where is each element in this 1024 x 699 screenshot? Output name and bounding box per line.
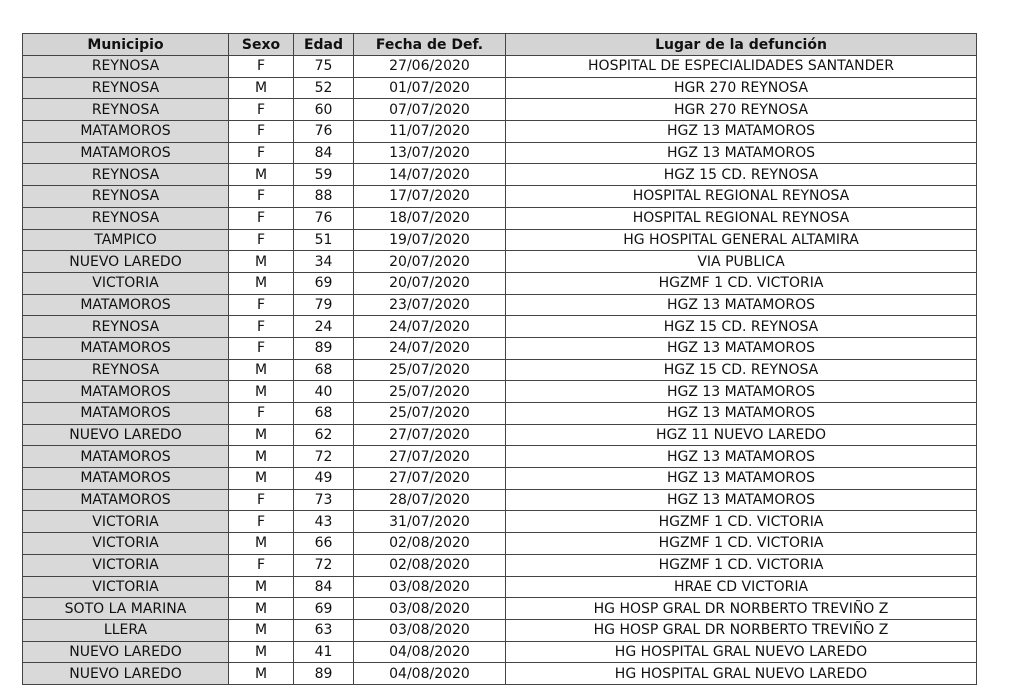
cell-sexo: F [229,207,294,229]
cell-fecha: 20/07/2020 [354,272,506,294]
cell-municipio: MATAMOROS [23,446,229,468]
cell-municipio: VICTORIA [23,533,229,555]
cell-edad: 79 [294,294,354,316]
cell-sexo: M [229,251,294,273]
cell-fecha: 25/07/2020 [354,403,506,425]
cell-lugar: HGZMF 1 CD. VICTORIA [506,511,977,533]
cell-fecha: 07/07/2020 [354,99,506,121]
cell-lugar: HGZ 13 MATAMOROS [506,294,977,316]
cell-lugar: HGR 270 REYNOSA [506,77,977,99]
cell-municipio: REYNOSA [23,56,229,78]
table-header-row [23,34,977,56]
deaths-table [22,33,977,685]
cell-sexo: M [229,641,294,663]
cell-lugar: HGZ 13 MATAMOROS [506,468,977,490]
cell-edad: 52 [294,77,354,99]
cell-lugar: HGZ 11 NUEVO LAREDO [506,424,977,446]
cell-fecha: 24/07/2020 [354,316,506,338]
table-row [23,554,977,576]
table-row [23,99,977,121]
cell-sexo: M [229,381,294,403]
cell-lugar: HOSPITAL REGIONAL REYNOSA [506,207,977,229]
table-row [23,641,977,663]
cell-municipio: MATAMOROS [23,403,229,425]
cell-fecha: 02/08/2020 [354,554,506,576]
cell-lugar: HGZMF 1 CD. VICTORIA [506,554,977,576]
cell-edad: 41 [294,641,354,663]
cell-fecha: 14/07/2020 [354,164,506,186]
table-row [23,294,977,316]
cell-lugar: VIA PUBLICA [506,251,977,273]
cell-municipio: REYNOSA [23,207,229,229]
cell-fecha: 18/07/2020 [354,207,506,229]
cell-municipio: TAMPICO [23,229,229,251]
cell-sexo: M [229,164,294,186]
cell-edad: 84 [294,576,354,598]
cell-sexo: F [229,229,294,251]
cell-edad: 88 [294,186,354,208]
cell-sexo: M [229,468,294,490]
cell-edad: 69 [294,272,354,294]
header-lugar: Lugar de la defunción [506,34,977,56]
cell-sexo: F [229,294,294,316]
cell-lugar: HGZ 13 MATAMOROS [506,489,977,511]
cell-edad: 62 [294,424,354,446]
cell-fecha: 03/08/2020 [354,576,506,598]
cell-fecha: 13/07/2020 [354,142,506,164]
cell-lugar: HGR 270 REYNOSA [506,99,977,121]
cell-fecha: 28/07/2020 [354,489,506,511]
cell-lugar: HGZ 13 MATAMOROS [506,142,977,164]
cell-edad: 40 [294,381,354,403]
cell-sexo: M [229,359,294,381]
cell-sexo: F [229,186,294,208]
header-fecha: Fecha de Def. [354,34,506,56]
cell-edad: 24 [294,316,354,338]
table-row [23,207,977,229]
cell-lugar: HOSPITAL REGIONAL REYNOSA [506,186,977,208]
cell-edad: 89 [294,337,354,359]
cell-edad: 43 [294,511,354,533]
table-row [23,468,977,490]
table-row [23,576,977,598]
cell-edad: 49 [294,468,354,490]
cell-fecha: 02/08/2020 [354,533,506,555]
table-row [23,489,977,511]
table-row [23,424,977,446]
cell-municipio: REYNOSA [23,316,229,338]
table-row [23,533,977,555]
cell-municipio: SOTO LA MARINA [23,598,229,620]
cell-municipio: LLERA [23,619,229,641]
cell-lugar: HGZMF 1 CD. VICTORIA [506,533,977,555]
cell-edad: 59 [294,164,354,186]
cell-fecha: 27/06/2020 [354,56,506,78]
cell-municipio: NUEVO LAREDO [23,424,229,446]
cell-fecha: 19/07/2020 [354,229,506,251]
cell-sexo: F [229,511,294,533]
cell-municipio: MATAMOROS [23,337,229,359]
cell-municipio: REYNOSA [23,186,229,208]
table-row [23,229,977,251]
cell-lugar: HRAE CD VICTORIA [506,576,977,598]
cell-municipio: NUEVO LAREDO [23,251,229,273]
cell-edad: 68 [294,403,354,425]
cell-lugar: HGZ 13 MATAMOROS [506,381,977,403]
table-row [23,511,977,533]
cell-edad: 60 [294,99,354,121]
table-row [23,337,977,359]
cell-lugar: HGZ 15 CD. REYNOSA [506,164,977,186]
cell-fecha: 01/07/2020 [354,77,506,99]
cell-edad: 51 [294,229,354,251]
cell-municipio: MATAMOROS [23,142,229,164]
cell-fecha: 27/07/2020 [354,424,506,446]
cell-sexo: M [229,619,294,641]
cell-edad: 75 [294,56,354,78]
cell-fecha: 11/07/2020 [354,121,506,143]
cell-sexo: F [229,489,294,511]
cell-sexo: F [229,56,294,78]
cell-sexo: F [229,99,294,121]
cell-fecha: 04/08/2020 [354,663,506,685]
table-row [23,598,977,620]
table-row [23,77,977,99]
table-row [23,381,977,403]
table-row [23,121,977,143]
cell-lugar: HGZ 13 MATAMOROS [506,403,977,425]
cell-lugar: HG HOSPITAL GRAL NUEVO LAREDO [506,641,977,663]
cell-lugar: HGZMF 1 CD. VICTORIA [506,272,977,294]
cell-municipio: REYNOSA [23,164,229,186]
cell-lugar: HGZ 15 CD. REYNOSA [506,359,977,381]
cell-sexo: M [229,533,294,555]
cell-fecha: 31/07/2020 [354,511,506,533]
cell-sexo: M [229,663,294,685]
table-row [23,56,977,78]
table-row [23,272,977,294]
cell-municipio: NUEVO LAREDO [23,663,229,685]
cell-edad: 69 [294,598,354,620]
cell-municipio: REYNOSA [23,99,229,121]
cell-fecha: 17/07/2020 [354,186,506,208]
cell-lugar: HOSPITAL DE ESPECIALIDADES SANTANDER [506,56,977,78]
cell-municipio: NUEVO LAREDO [23,641,229,663]
cell-edad: 63 [294,619,354,641]
cell-sexo: M [229,77,294,99]
cell-sexo: M [229,576,294,598]
cell-sexo: F [229,554,294,576]
cell-fecha: 03/08/2020 [354,598,506,620]
cell-municipio: VICTORIA [23,272,229,294]
cell-municipio: VICTORIA [23,554,229,576]
table-body [23,56,977,685]
table-row [23,316,977,338]
cell-municipio: MATAMOROS [23,489,229,511]
table-row [23,403,977,425]
cell-sexo: M [229,272,294,294]
cell-edad: 76 [294,207,354,229]
header-edad: Edad [294,34,354,56]
cell-fecha: 04/08/2020 [354,641,506,663]
cell-edad: 76 [294,121,354,143]
cell-lugar: HG HOSP GRAL DR NORBERTO TREVIÑO Z [506,619,977,641]
cell-municipio: MATAMOROS [23,121,229,143]
cell-municipio: MATAMOROS [23,468,229,490]
cell-municipio: REYNOSA [23,359,229,381]
header-sexo: Sexo [229,34,294,56]
table-row [23,446,977,468]
cell-edad: 73 [294,489,354,511]
cell-sexo: F [229,121,294,143]
cell-edad: 72 [294,446,354,468]
cell-fecha: 25/07/2020 [354,381,506,403]
cell-sexo: F [229,403,294,425]
table-row [23,251,977,273]
cell-municipio: VICTORIA [23,511,229,533]
cell-lugar: HGZ 13 MATAMOROS [506,337,977,359]
table-row [23,663,977,685]
cell-edad: 89 [294,663,354,685]
cell-lugar: HGZ 15 CD. REYNOSA [506,316,977,338]
cell-lugar: HG HOSP GRAL DR NORBERTO TREVIÑO Z [506,598,977,620]
cell-edad: 66 [294,533,354,555]
cell-municipio: VICTORIA [23,576,229,598]
cell-edad: 34 [294,251,354,273]
cell-fecha: 27/07/2020 [354,468,506,490]
cell-lugar: HGZ 13 MATAMOROS [506,121,977,143]
cell-edad: 84 [294,142,354,164]
table-row [23,186,977,208]
table-row [23,142,977,164]
cell-fecha: 20/07/2020 [354,251,506,273]
cell-fecha: 27/07/2020 [354,446,506,468]
cell-sexo: F [229,142,294,164]
table-row [23,359,977,381]
cell-edad: 68 [294,359,354,381]
cell-fecha: 23/07/2020 [354,294,506,316]
cell-sexo: F [229,316,294,338]
cell-municipio: MATAMOROS [23,294,229,316]
cell-fecha: 25/07/2020 [354,359,506,381]
cell-lugar: HGZ 13 MATAMOROS [506,446,977,468]
cell-municipio: REYNOSA [23,77,229,99]
cell-sexo: M [229,446,294,468]
cell-sexo: M [229,424,294,446]
cell-lugar: HG HOSPITAL GENERAL ALTAMIRA [506,229,977,251]
cell-fecha: 24/07/2020 [354,337,506,359]
cell-sexo: F [229,337,294,359]
header-municipio: Municipio [23,34,229,56]
table-row [23,164,977,186]
cell-edad: 72 [294,554,354,576]
cell-fecha: 03/08/2020 [354,619,506,641]
cell-lugar: HG HOSPITAL GRAL NUEVO LAREDO [506,663,977,685]
cell-municipio: MATAMOROS [23,381,229,403]
table-row [23,619,977,641]
cell-sexo: M [229,598,294,620]
